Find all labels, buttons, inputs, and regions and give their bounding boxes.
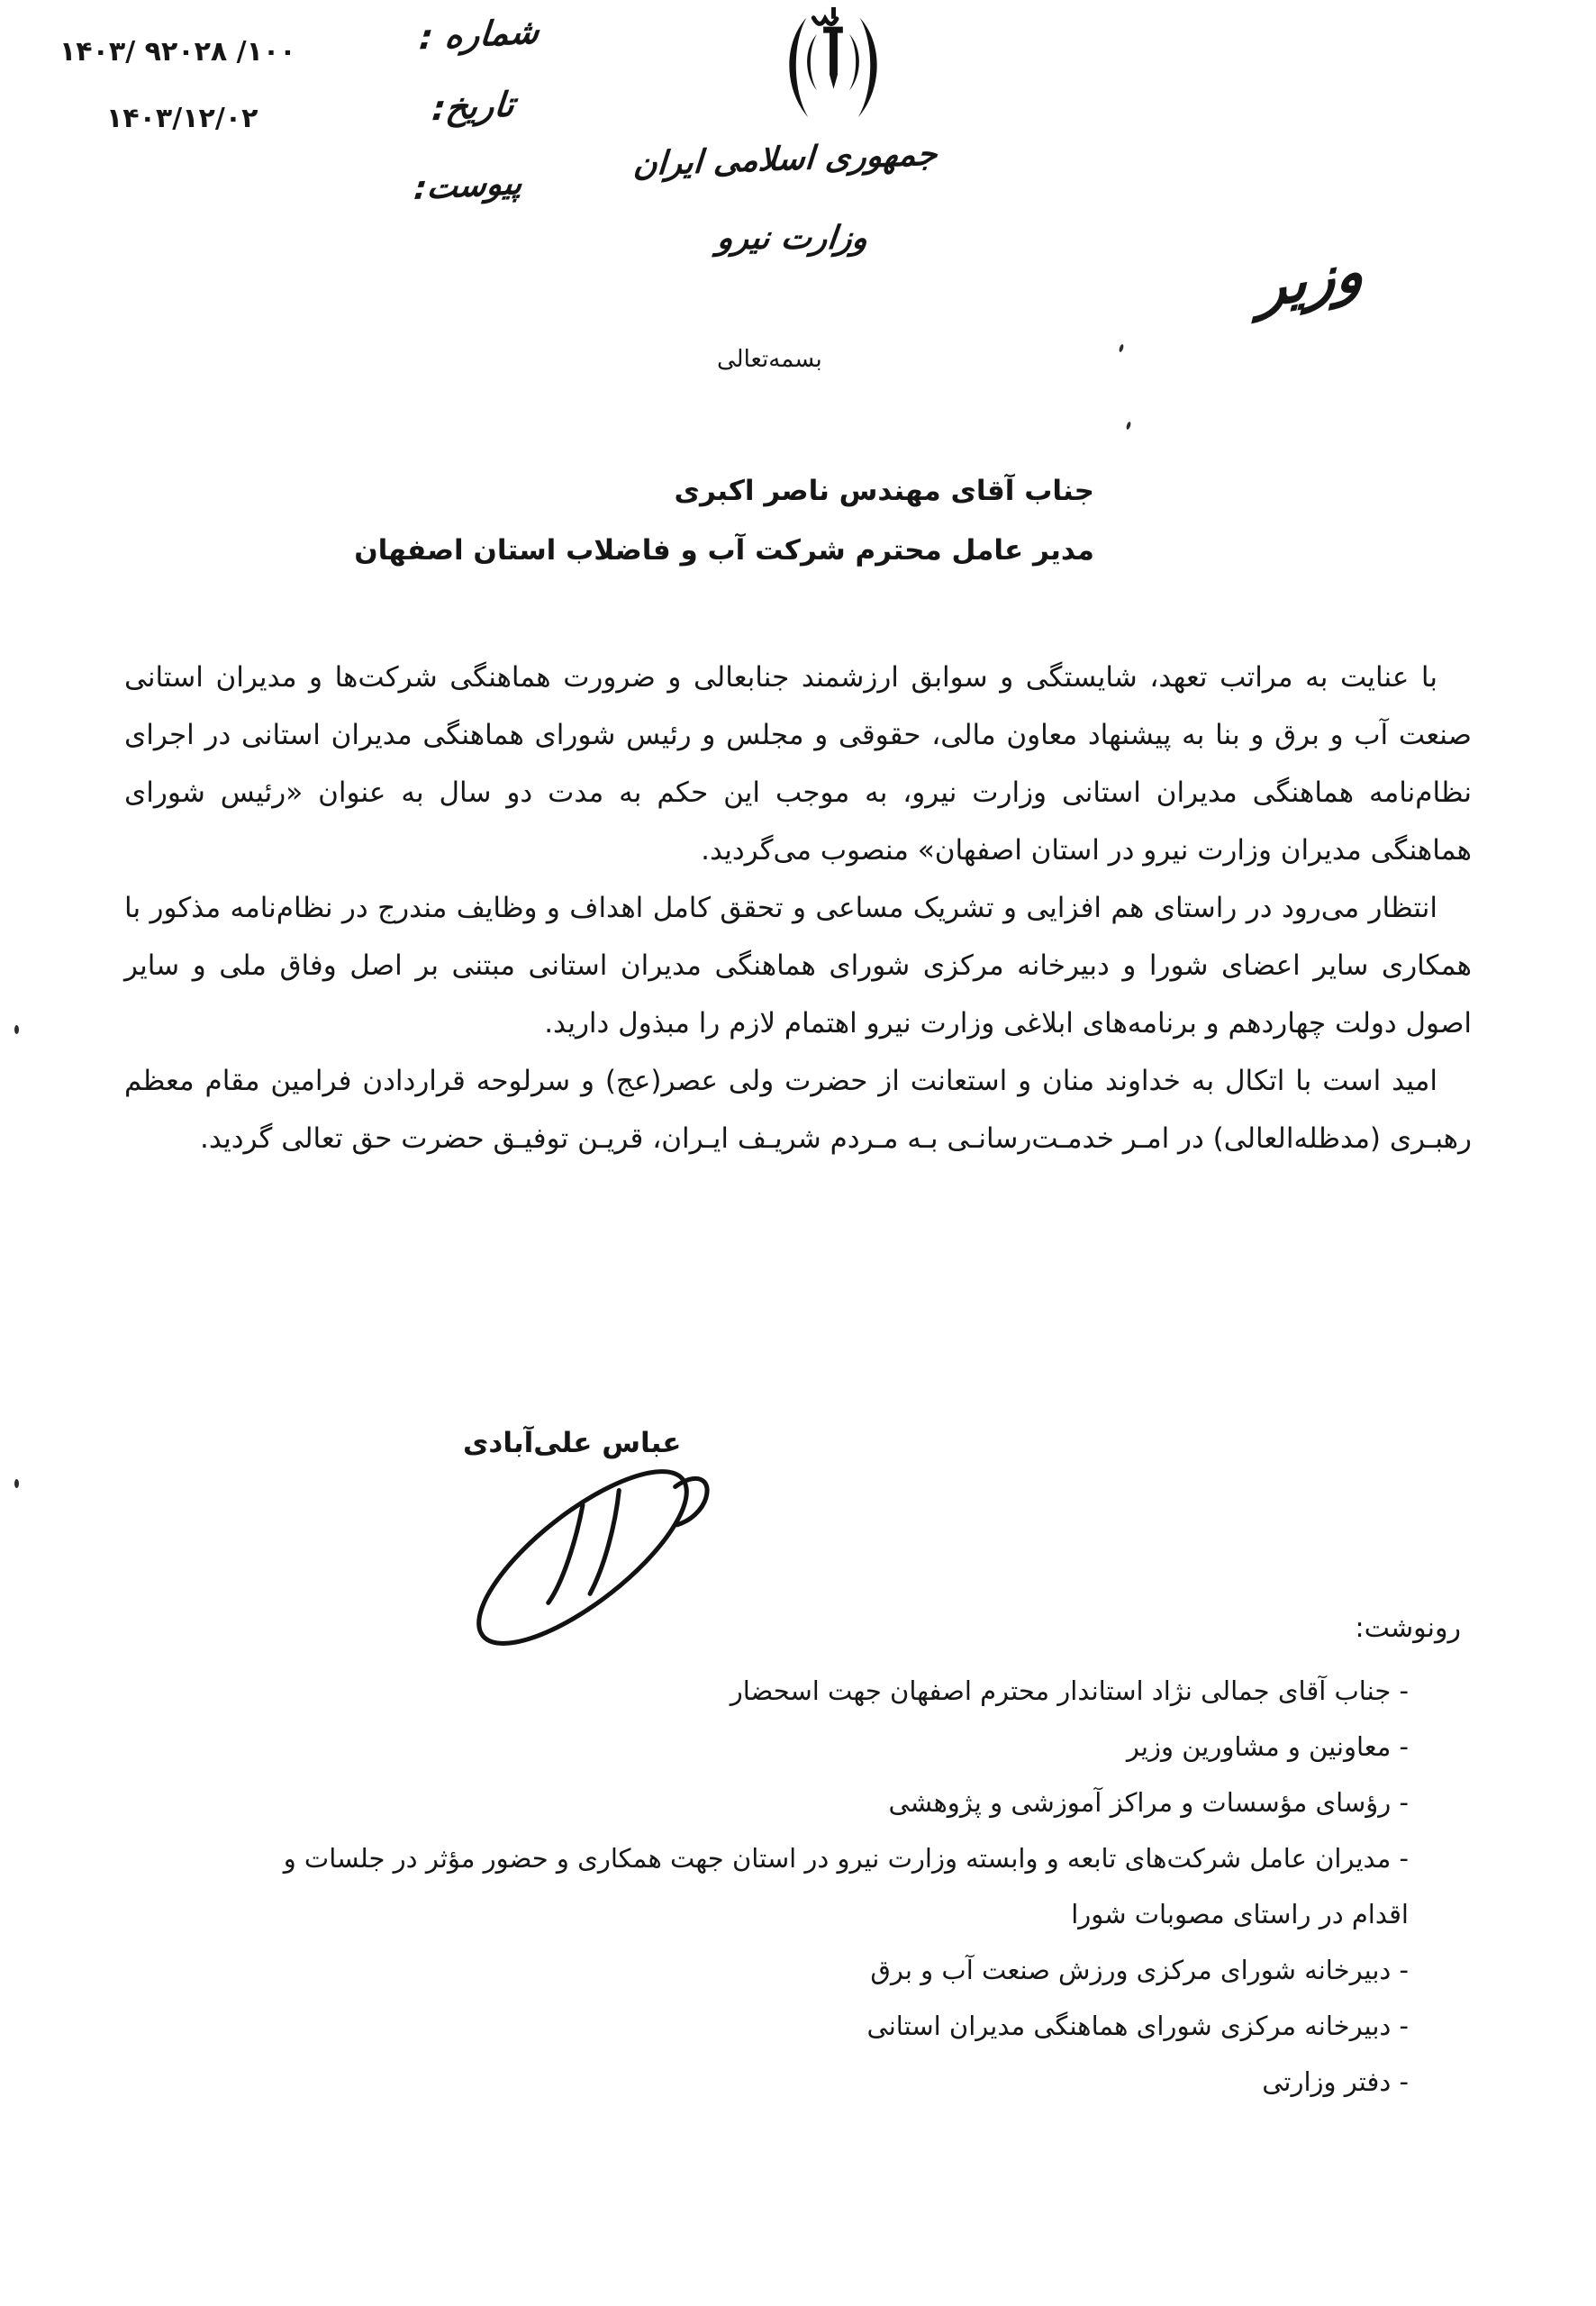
- scan-speck: [14, 1025, 19, 1034]
- cc-list: [238, 1663, 1409, 2110]
- body-paragraph-2: انتظار می‌رود در راستای هم افزایی و تشریک مساعی و تحقق کامل اهداف و وظایف مندرج در نظام‌نامه مذکور با همکاری سایر اعضای شورا و دبیرخانه مرکزی شورای هماهنگی مدیران استانی مبتنی بر اصل وفاق ملی و سایر اصول دولت چهاردهم و برنامه‌های ابلاغی وزارت نیرو اهتمام لازم را مبذول دارید.: [124, 892, 1472, 1040]
- signature-name: عباس علی‌آبادی: [463, 1427, 682, 1459]
- scan-speck: [1119, 344, 1125, 353]
- recipient-title: مدیر عامل محترم شرکت آب و فاضلاب استان اصفهان: [354, 534, 1094, 567]
- iran-national-emblem-icon: [762, 5, 904, 142]
- cc-item: - معاونین و مشاورین وزیر: [1126, 1731, 1409, 1762]
- body-paragraph-1: با عنایت به مراتب تعهد، شایستگی و سوابق ارزشمند جنابعالی و ضرورت هماهنگی شرکت‌ها و مدیران استانی صنعت آب و برق و بنا به پیشنهاد معاون مالی، حقوقی و مجلس و رئیس شورای هماهنگی مدیران استانی در اجرای نظام‌نامه هماهنگی مدیران استانی وزارت نیرو، به موجب این حکم به مدت دو سال به عنوان «رئیس شورای هماهنگی مدیران وزارت نیرو در استان اصفهان» منصوب می‌گردید.: [124, 661, 1472, 867]
- ref-date-value: ۱۴۰۳/۱۲/۰۲: [106, 103, 258, 134]
- ref-attachment-label: پیوست:: [412, 164, 524, 208]
- republic-title: جمهوری اسلامی ایران: [631, 135, 939, 184]
- cc-item: - جناب آقای جمالی نژاد استاندار محترم اصفهان جهت اسحضار: [730, 1675, 1409, 1706]
- cc-item: - رؤسای مؤسسات و مراکز آموزشی و پژوهشی: [888, 1787, 1409, 1818]
- handwritten-signature: [447, 1447, 719, 1663]
- ministry-title: وزارت نیرو: [715, 220, 870, 257]
- recipient-name: جناب آقای مهندس ناصر اکبری: [674, 475, 1094, 507]
- cc-item: - دبیرخانه مرکزی شورای هماهنگی مدیران استانی: [866, 2011, 1409, 2041]
- ref-number-value: ۱۴۰۳/ ۹۲۰۲۸ /۱۰۰: [59, 36, 296, 68]
- cc-item: - دبیرخانه شورای مرکزی ورزش صنعت آب و برق: [870, 1955, 1409, 1985]
- body-paragraph-3: امید است با اتکال به خداوند منان و استعانت از حضرت ولی عصر(عج) و سرلوحه قراردادن فرامین مقام معظم رهبـری (مدظله‌العالی) در امـر خدمـت‌رسانـی بـه مـردم شریـف ایـران، قریـن توفیـق حضرت حق تعالی گردید.: [124, 1065, 1472, 1155]
- ref-date-label: تاریخ:: [430, 84, 517, 129]
- cc-label: رونوشت:: [1355, 1612, 1461, 1644]
- minister-title: وزیر: [1258, 238, 1364, 322]
- cc-item: - مدیران عامل شرکت‌های تابعه و وابسته وزارت نیرو در استان جهت همکاری و حضور مؤثر در جلسات و اقدام در راستای مصوبات شورا: [283, 1843, 1409, 1929]
- scan-speck: [14, 1479, 19, 1488]
- cc-item: - دفتر وزارتی: [1262, 2066, 1409, 2097]
- recipient-block: [354, 461, 1094, 580]
- besmele-text: بسمه‌تعالی: [717, 346, 822, 373]
- letter-body: [124, 649, 1472, 1167]
- ref-number-label: شماره :: [417, 11, 541, 58]
- scan-speck: [1126, 422, 1132, 431]
